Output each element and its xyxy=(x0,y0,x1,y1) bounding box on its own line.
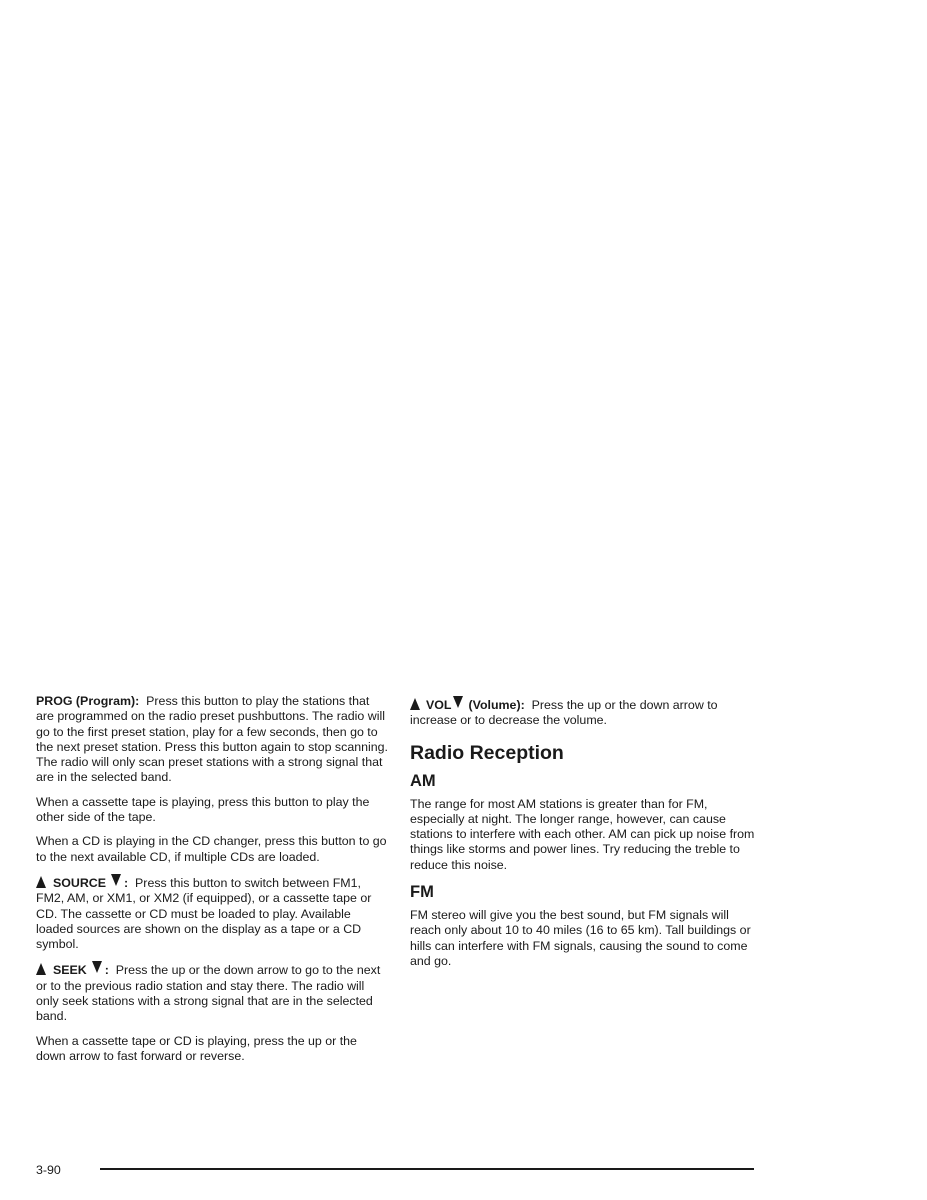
up-arrow-icon xyxy=(410,698,420,710)
am-paragraph: The range for most AM stations is greater than for FM, especially at night. The longer range, however, can cause stations to interfere with each other. AM can pick up noise from things like storms and power lines. Try reducing the treble to reduce this noise. xyxy=(410,796,755,872)
fm-paragraph: FM stereo will give you the best sound, but FM signals will reach only about 10 to 40 miles (16 to 65 km). Tall buildings or hills can interfere with FM signals, causing the sound to come and go. xyxy=(410,908,751,968)
am-heading: AM xyxy=(410,771,436,790)
source-text: Press this button to switch between FM1, FM2, AM, or XM1, or XM2 (if equipped), or a cassette tape or CD. The cassette or CD must be loaded to play. Available loaded sources are shown on the display as a tape or a CD symbol. xyxy=(36,875,372,952)
source-paragraph xyxy=(36,874,388,952)
prog-paragraph xyxy=(36,694,388,786)
seek-label: SEEK xyxy=(53,963,87,978)
prog-label: PROG (Program): xyxy=(36,694,140,708)
up-arrow-icon xyxy=(36,876,46,888)
cd-changer-paragraph: When a CD is playing in the CD changer, press this button to go to the next available CD, if multiple CDs are loaded. xyxy=(36,834,387,864)
down-arrow-icon xyxy=(453,696,463,708)
seek-paragraph xyxy=(36,961,388,1024)
seek-colon: : xyxy=(104,963,109,978)
prog-text: Press this button to play the stations that are programmed on the radio preset pushbuttons. The radio will go to the first preset station, play for a few seconds, then go to the next preset station. Press this button again to stop scanning. The radio will only scan preset stations with a strong signal that are in the selected band. xyxy=(36,694,388,785)
vol-text: Press the up or the down arrow to increase or to decrease the volume. xyxy=(410,698,718,728)
seek-text: Press the up or the down arrow to go to the next or to the previous radio station and stay there. The radio will only seek stations with a strong signal that are in the selected band. xyxy=(36,963,381,1024)
down-arrow-icon xyxy=(92,961,102,973)
fm-heading: FM xyxy=(410,883,434,902)
radio-reception-heading: Radio Reception xyxy=(410,741,564,764)
up-arrow-icon xyxy=(36,963,46,975)
vol-label-suffix: (Volume): xyxy=(468,698,525,712)
vol-paragraph xyxy=(410,696,756,729)
cassette-side-paragraph: When a cassette tape is playing, press this button to play the other side of the tape. xyxy=(36,794,370,825)
vol-label: VOL xyxy=(426,698,452,712)
source-colon: : xyxy=(124,875,129,890)
source-label: SOURCE xyxy=(53,875,107,890)
down-arrow-icon xyxy=(111,874,121,886)
left-column xyxy=(36,694,388,1073)
footer-rule xyxy=(100,1168,754,1170)
right-column xyxy=(410,696,756,978)
fast-forward-paragraph: When a cassette tape or CD is playing, press the up or the down arrow to fast forward or reverse. xyxy=(36,1033,357,1063)
page-number: 3-90 xyxy=(36,1163,61,1177)
